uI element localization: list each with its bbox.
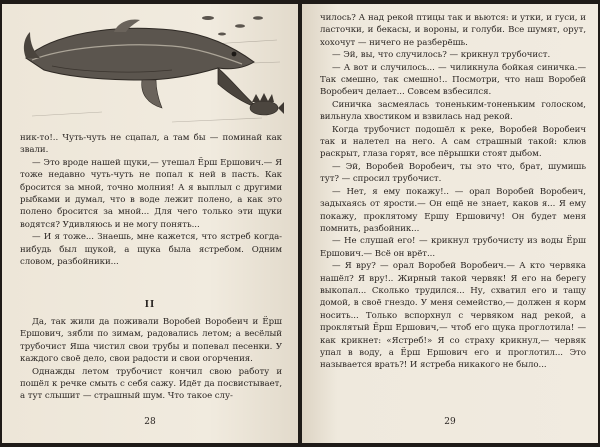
left-page [2, 4, 298, 443]
paragraph: — Я вру? — орал Воробей Воробеич.— А кто червяка нашёл? Я вру!.. Жирный такой червяк! Я его на берегу выкопал... Сколько трудился... Ну, схватил его и тащу домой, в своё гнездо. У меня семейство,— должен я корм носить... Только вспорхнул с червяком над рекой, а проклятый Ёрш Ершович,— чтоб его щука проглотила! — как крикнет: «Ястреб!» Я со страху крикнул,— червяк упал в воду, а Ёрш Ершович его и проглотил... Это называется врать?! И ястреба никакого не было... [320, 261, 586, 371]
right-text [320, 12, 586, 372]
paragraph: Когда трубочист подошёл к реке, Воробей Воробеич так и налетел на него. А сам страшный такой: клюв раскрыт, глаза горят, все пёрышки стоят дыбом. [320, 124, 586, 160]
ruff-fish [250, 93, 284, 115]
left-text-top [20, 132, 282, 268]
paragraph: ник-то!.. Чуть-чуть не сцапал, а там бы — поминай как звали. [20, 133, 282, 156]
chapter-number: II [144, 300, 156, 310]
paragraph: Однажды летом трубочист кончил свою работу и пошёл к речке смыть с себя сажу. Идёт да посвистывает, а тут слышит — страшный шум. Что такое слу- [20, 366, 282, 402]
paragraph: — Не слушай его! — крикнул трубочисту из воды Ёрш Ершович.— Всё он врёт... [320, 236, 586, 259]
paragraph: — Эй, Воробей Воробеич, ты это что, брат, шумишь тут? — спросил трубочист. [320, 161, 586, 185]
paragraph: — Это вроде нашей щуки,— утешал Ёрш Ершович.— Я тоже недавно чуть-чуть не попал к ней в пасть. Как бросится за мной, точно молния! А я выплыл с другими рыбками и думал, что в воде лежит полено, а как это полено бросится за мной... Для чего только эти щуки водятся? Удивляюсь и не могу понять... [20, 157, 282, 230]
left-text-bottom [20, 316, 282, 403]
page-number-right: 29 [444, 417, 456, 427]
paragraph: — Нет, я ему покажу!.. — орал Воробей Воробеич, задыхаясь от ярости.— Он ещё не знает, каков я... Я ему покажу, проклятому Ершу Ершовичу! Он будет меня помнить, разбойник... [320, 186, 586, 234]
right-page [302, 4, 598, 443]
paragraph: Синичка засмеялась тоненьким-тоненьким голоском, вильнула хвостиком и взвилась над рекой. [320, 99, 586, 123]
paragraph: чилось? А над рекой птицы так и вьются: и утки, и гуси, и ласточки, и бекасы, и вороны, и голуби. Все шумят, орут, хохочут — ничего не разберёшь. [320, 13, 586, 48]
paragraph: — И я тоже... Знаешь, мне кажется, что ястреб когда-нибудь был щукой, а щука была ястребом. Одним словом, разбойники... [20, 232, 282, 268]
paragraph: — Эй, вы, что случилось? — крикнул трубочист. [332, 50, 551, 61]
pike-illustration [22, 4, 284, 132]
paragraph: — А вот и случилось... — чиликнула бойкая синичка.— Так смешно, так смешно!.. Посмотри, что наш Воробей Воробеич делает... Совсем взбесился. [320, 62, 586, 98]
page-number-left: 28 [144, 417, 156, 427]
paragraph: Да, так жили да поживали Воробей Воробеич и Ёрш Ершович, зябли по зимам, радовались летом; а весёлый трубочист Яша чистил свои трубы и попевал песенки. У каждого своё дело, свои радости и свои огорчения. [20, 317, 282, 365]
